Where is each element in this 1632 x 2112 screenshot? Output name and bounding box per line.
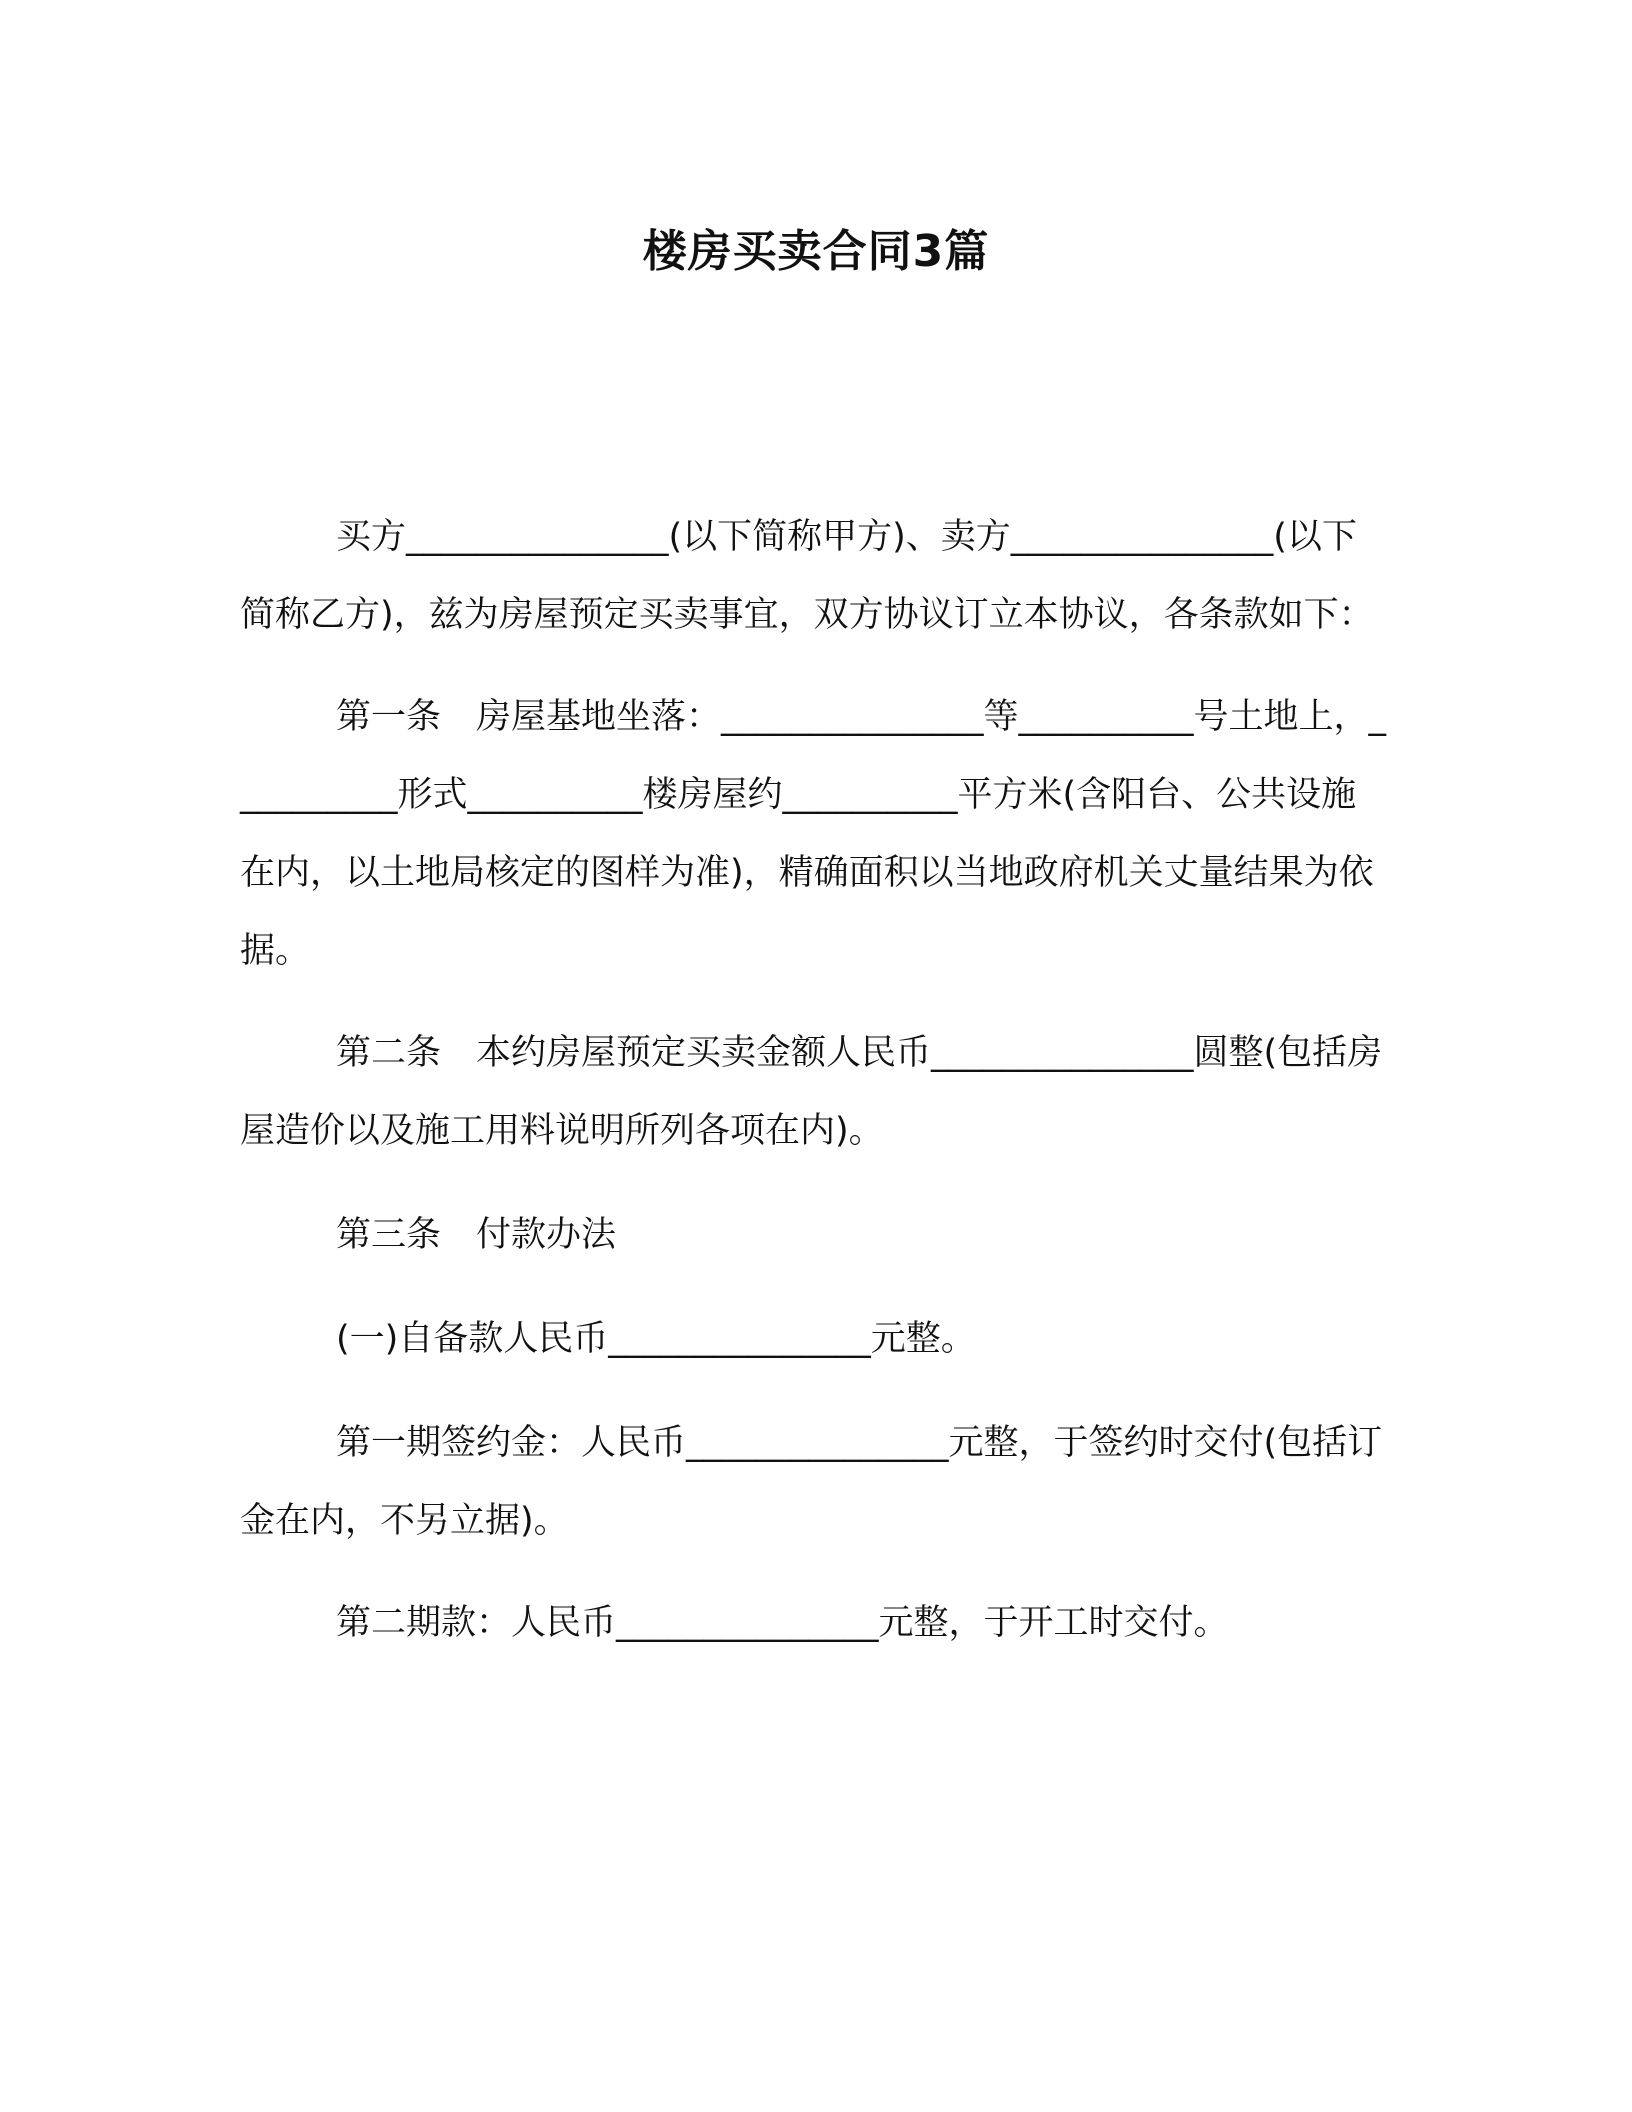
paragraph-article-1: 第一条 房屋基地坐落：_______________等__________号土地上，__________形式__________楼房屋约__________平方米(含阳台、公共设施在内，以土地局核定的图样为准)，精确面积以当地政府机关丈量结果为依据。 [240,697,1387,971]
document-title: 楼房买卖合同3篇 [642,226,990,277]
paragraph-article-3: 第三条 付款办法 [336,1215,617,1255]
paragraph-article-2: 第二条 本约房屋预定买卖金额人民币_______________圆整(包括房屋造价以及施工用料说明所列各项在内)。 [240,1033,1383,1151]
document-body [240,498,1386,1662]
paragraph-first-payment: 第一期签约金：人民币_______________元整，于签约时交付(包括订金在内，不另立据)。 [240,1423,1383,1541]
paragraph-parties: 买方_______________(以下简称甲方)、卖方_______________(以下简称乙方)，兹为房屋预定买卖事宜，双方协议订立本协议，各条款如下： [240,517,1374,635]
paragraph-self-funded: (一)自备款人民币_______________元整。 [336,1319,976,1359]
paragraph-second-payment: 第二期款：人民币_______________元整，于开工时交付。 [336,1603,1229,1643]
